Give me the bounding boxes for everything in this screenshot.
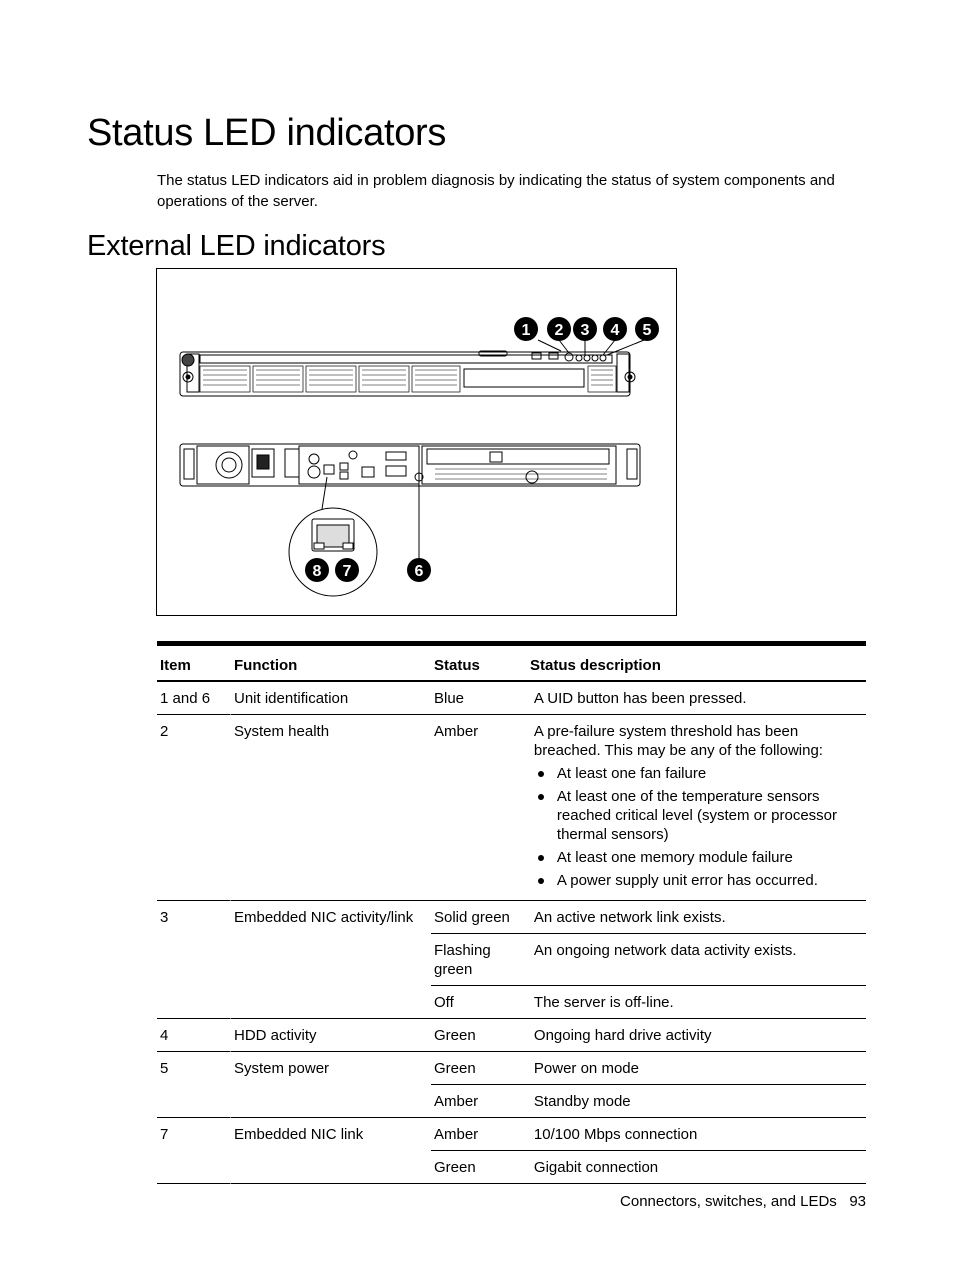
table-row bbox=[157, 901, 866, 1019]
nic-connector-zoom bbox=[289, 508, 377, 596]
callout-6: 6 bbox=[414, 563, 424, 580]
cell-description: Gigabit connection bbox=[533, 1159, 659, 1176]
page-title: Status LED indicators bbox=[87, 112, 447, 154]
cell-status: Amber bbox=[434, 1093, 479, 1110]
table-row bbox=[157, 715, 866, 901]
callout-3: 3 bbox=[580, 322, 590, 339]
header-description: Status description bbox=[530, 657, 661, 674]
cell-function: System health bbox=[231, 715, 431, 901]
cell-description: A pre-failure system threshold has been breached. This may be any of the following: At least one fan failure At least one of the temperature sensors reached critical level (system or processor thermal sensors) At least one memory module failure A power supply unit error has occurred. bbox=[531, 715, 866, 900]
intro-paragraph: The status LED indicators aid in problem diagnosis by indicating the status of system components and operations of the server. bbox=[157, 172, 835, 210]
cell-function: Embedded NIC activity/link bbox=[231, 901, 431, 1019]
cell-description: Standby mode bbox=[533, 1093, 631, 1110]
list-item: At least one fan failure bbox=[534, 764, 862, 783]
section-title: External LED indicators bbox=[87, 230, 386, 262]
cell-description: Ongoing hard drive activity bbox=[533, 1027, 712, 1044]
cell-status: Off bbox=[434, 994, 454, 1011]
cell-status: Amber bbox=[434, 723, 479, 740]
cell-status: Green bbox=[434, 1060, 476, 1077]
callout-2: 2 bbox=[554, 322, 564, 339]
status-subrow bbox=[431, 1118, 866, 1151]
cell-description: A UID button has been pressed. bbox=[533, 690, 747, 707]
header-item: Item bbox=[160, 657, 191, 674]
cell-item: 2 bbox=[157, 715, 231, 901]
callout-8: 8 bbox=[312, 563, 322, 580]
header-function: Function bbox=[234, 657, 298, 674]
cell-description: The server is off-line. bbox=[533, 994, 674, 1011]
table-row bbox=[157, 682, 866, 715]
led-status-table bbox=[157, 641, 866, 1184]
status-subrow bbox=[431, 1019, 866, 1052]
callout-4: 4 bbox=[610, 322, 620, 339]
cell-item: 5 bbox=[157, 1052, 231, 1118]
table-row bbox=[157, 1052, 866, 1118]
status-subrow bbox=[431, 1052, 866, 1085]
status-subrow bbox=[431, 986, 866, 1019]
status-subrow bbox=[431, 682, 866, 715]
table-row bbox=[157, 1019, 866, 1052]
front-panel bbox=[180, 340, 644, 396]
status-subrow bbox=[431, 715, 866, 901]
cell-status: Solid green bbox=[434, 909, 510, 926]
footer-section: Connectors, switches, and LEDs bbox=[620, 1193, 837, 1210]
cell-function: System power bbox=[231, 1052, 431, 1118]
status-subrow bbox=[431, 901, 866, 934]
status-subrow bbox=[431, 1085, 866, 1118]
table-row bbox=[157, 1118, 866, 1184]
page-number: 93 bbox=[849, 1193, 866, 1210]
page-footer bbox=[560, 1193, 866, 1210]
cell-status: Green bbox=[434, 1159, 476, 1176]
callout-5: 5 bbox=[642, 322, 652, 339]
list-item: A power supply unit error has occurred. bbox=[534, 871, 862, 890]
rear-panel bbox=[180, 444, 640, 559]
cell-description: 10/100 Mbps connection bbox=[533, 1126, 698, 1143]
cell-description: An active network link exists. bbox=[533, 909, 726, 926]
cell-status: Amber bbox=[434, 1126, 479, 1143]
cell-function: Embedded NIC link bbox=[231, 1118, 431, 1184]
server-led-diagram bbox=[156, 268, 677, 616]
callout-1: 1 bbox=[521, 322, 531, 339]
cell-function: HDD activity bbox=[231, 1019, 431, 1052]
cell-status: Blue bbox=[434, 690, 465, 707]
cell-status: Flashing green bbox=[434, 942, 491, 978]
cell-status: Green bbox=[434, 1027, 476, 1044]
cell-item: 3 bbox=[157, 901, 231, 1019]
cell-item: 7 bbox=[157, 1118, 231, 1184]
list-item: At least one memory module failure bbox=[534, 848, 862, 867]
status-subrow bbox=[431, 934, 866, 986]
cell-description: Power on mode bbox=[533, 1060, 639, 1077]
list-item: At least one of the temperature sensors reached critical level (system or processor thermal sensors) bbox=[534, 787, 862, 844]
status-subrow bbox=[431, 1151, 866, 1184]
cell-description: An ongoing network data activity exists. bbox=[533, 942, 797, 959]
table-header bbox=[157, 646, 866, 682]
cell-function: Unit identification bbox=[231, 682, 431, 715]
cell-item: 1 and 6 bbox=[157, 682, 231, 715]
callout-7: 7 bbox=[342, 563, 352, 580]
header-status: Status bbox=[434, 657, 480, 674]
cell-item: 4 bbox=[157, 1019, 231, 1052]
